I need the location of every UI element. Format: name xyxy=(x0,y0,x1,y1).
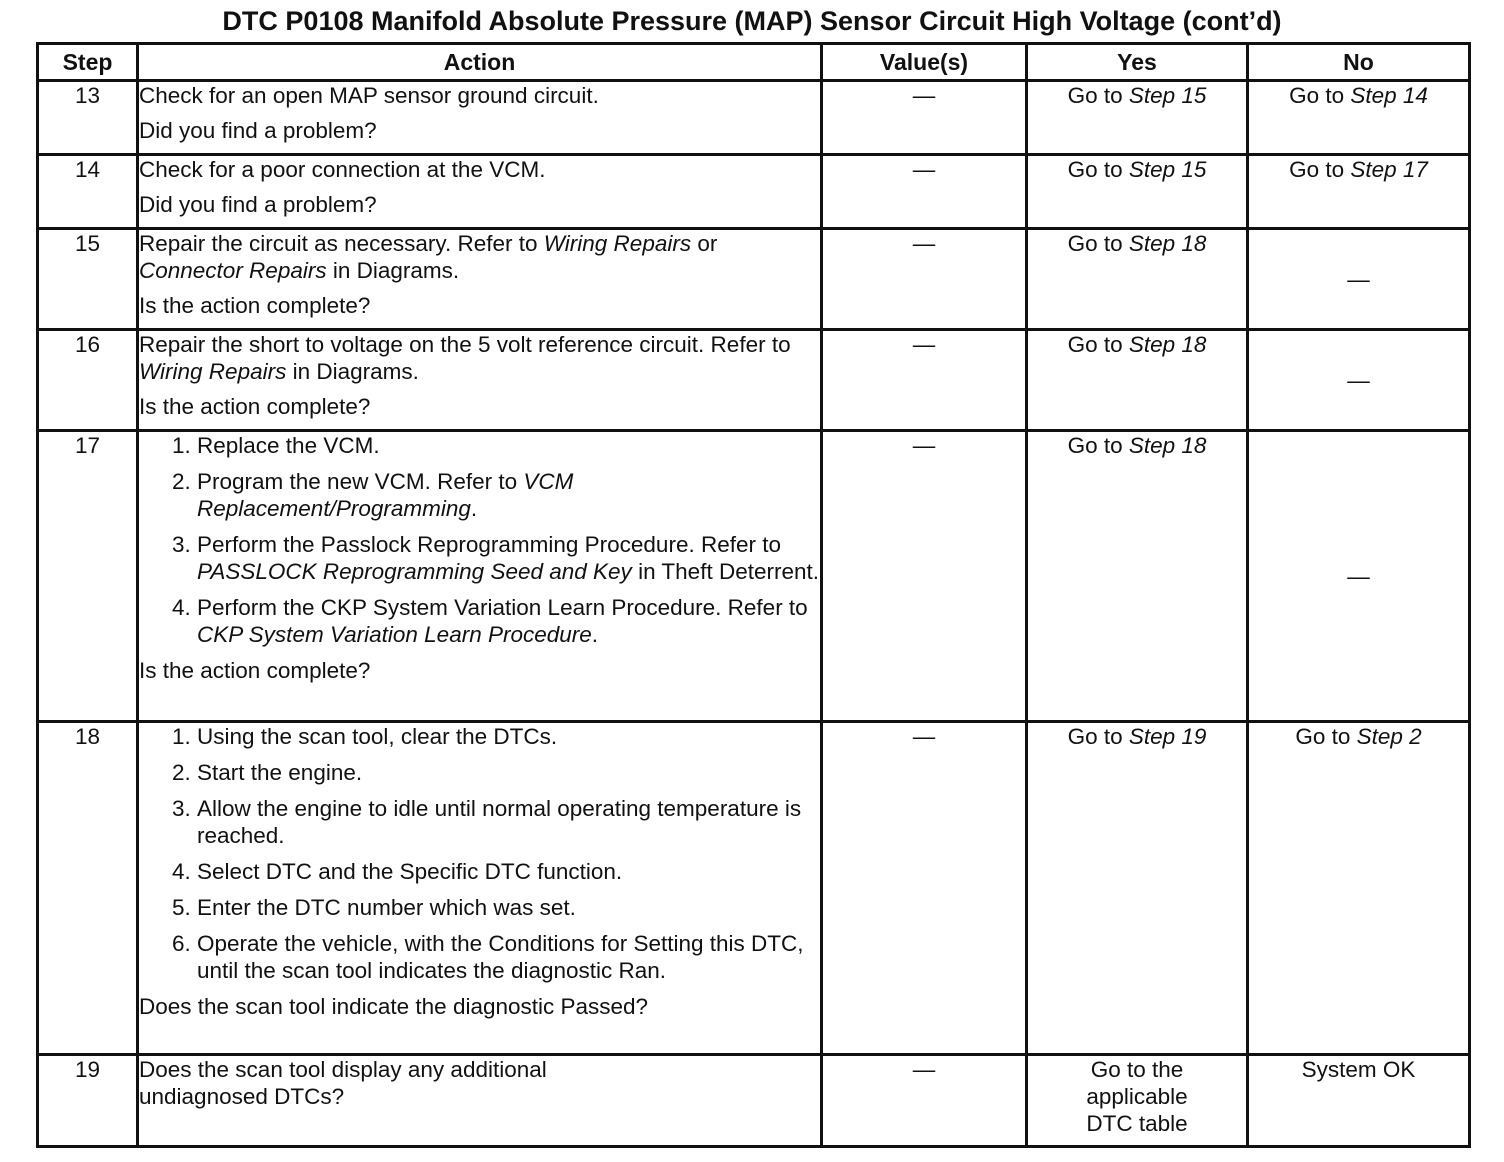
header-step: Step xyxy=(38,44,138,81)
procedure-list xyxy=(139,723,820,984)
no-cell xyxy=(1248,722,1470,1055)
procedure-list xyxy=(139,432,820,648)
list-item: 3. Perform the Passlock Reprogramming Procedure. Refer to PASSLOCK Reprogramming Seed and Key in Theft Deterrent. xyxy=(197,531,820,585)
action-question: Does the scan tool display any additional undiagnosed DTCs? xyxy=(139,1057,547,1109)
system-ok-text: System OK xyxy=(1301,1057,1416,1082)
table-row-step-13 xyxy=(38,81,1470,155)
yes-line-3[interactable]: DTC table xyxy=(1086,1111,1188,1136)
action-cell xyxy=(138,155,822,229)
yes-line-1[interactable]: Go to the xyxy=(1090,1057,1184,1082)
yes-step-link[interactable]: Step 18 xyxy=(1128,332,1207,357)
no-cell xyxy=(1248,155,1470,229)
table-row-step-15 xyxy=(38,229,1470,330)
table-row-step-19 xyxy=(38,1055,1470,1147)
passlock-ref[interactable]: PASSLOCK Reprogramming Seed and Key xyxy=(197,559,632,584)
action-question: Does the scan tool indicate the diagnostic Passed? xyxy=(139,994,649,1019)
action-question: Is the action complete? xyxy=(139,394,371,419)
header-no: No xyxy=(1248,44,1470,81)
action-cell xyxy=(138,1055,822,1147)
list-item: 4. Select DTC and the Specific DTC function. xyxy=(197,858,820,885)
action-question: Did you find a problem? xyxy=(139,192,377,217)
header-row xyxy=(38,44,1470,81)
no-step-link[interactable]: Step 14 xyxy=(1350,83,1428,108)
value-dash: — xyxy=(822,1055,1027,1147)
list-item: 2. Program the new VCM. Refer to VCM Replacement/Programming. xyxy=(197,468,820,522)
action-text: Repair the circuit as necessary. Refer to Wiring Repairs or Connector Repairs in Diagrams. xyxy=(139,231,718,283)
action-cell xyxy=(138,229,822,330)
action-question: Is the action complete? xyxy=(139,293,371,318)
no-dash: — xyxy=(1248,229,1470,330)
table-row-step-18 xyxy=(38,722,1470,1055)
vcm-replacement-ref[interactable]: VCM Replacement/Programming xyxy=(197,469,574,521)
goto-text: Go to xyxy=(1067,724,1129,749)
list-item: 1. Using the scan tool, clear the DTCs. xyxy=(197,723,820,750)
action-cell xyxy=(138,81,822,155)
goto-text: Go to xyxy=(1289,83,1351,108)
no-step-link[interactable]: Step 17 xyxy=(1350,157,1428,182)
yes-step-link[interactable]: Step 18 xyxy=(1128,433,1207,458)
list-item: 6. Operate the vehicle, with the Conditions for Setting this DTC, until the scan tool indicates the diagnostic Ran. xyxy=(197,930,820,984)
yes-cell xyxy=(1027,81,1248,155)
no-cell xyxy=(1248,1055,1470,1147)
header-action: Action xyxy=(138,44,822,81)
header-values: Value(s) xyxy=(822,44,1027,81)
yes-cell xyxy=(1027,431,1248,722)
connector-repairs-ref[interactable]: Connector Repairs xyxy=(139,258,327,283)
goto-text: Go to xyxy=(1067,83,1129,108)
table-row-step-16 xyxy=(38,330,1470,431)
yes-step-link[interactable]: Step 19 xyxy=(1128,724,1207,749)
action-cell xyxy=(138,330,822,431)
value-dash: — xyxy=(822,155,1027,229)
action-text: Check for a poor connection at the VCM. xyxy=(139,157,546,182)
goto-text: Go to xyxy=(1295,724,1357,749)
no-cell xyxy=(1248,81,1470,155)
yes-step-link[interactable]: Step 15 xyxy=(1128,157,1207,182)
no-dash: — xyxy=(1248,431,1470,722)
header-yes: Yes xyxy=(1027,44,1248,81)
step-number: 19 xyxy=(38,1055,138,1147)
yes-cell xyxy=(1027,229,1248,330)
action-question: Is the action complete? xyxy=(139,658,371,683)
table-row-step-17 xyxy=(38,431,1470,722)
ckp-variation-ref[interactable]: CKP System Variation Learn Procedure xyxy=(197,622,592,647)
goto-text: Go to xyxy=(1067,433,1129,458)
page-title: DTC P0108 Manifold Absolute Pressure (MAP) Sensor Circuit High Voltage (cont’d) xyxy=(222,6,1282,36)
yes-step-link[interactable]: Step 15 xyxy=(1128,83,1207,108)
yes-line-2[interactable]: applicable xyxy=(1086,1084,1188,1109)
step-number: 18 xyxy=(38,722,138,1055)
goto-text: Go to xyxy=(1067,157,1129,182)
wiring-repairs-ref[interactable]: Wiring Repairs xyxy=(543,231,692,256)
action-text: Repair the short to voltage on the 5 volt reference circuit. Refer to Wiring Repairs in Diagrams. xyxy=(139,332,791,384)
list-item: 2. Start the engine. xyxy=(197,759,820,786)
goto-text: Go to xyxy=(1067,231,1129,256)
step-number: 17 xyxy=(38,431,138,722)
value-dash: — xyxy=(822,722,1027,1055)
list-item: 1. Replace the VCM. xyxy=(197,432,820,459)
yes-cell xyxy=(1027,722,1248,1055)
action-cell xyxy=(138,431,822,722)
action-text: Check for an open MAP sensor ground circuit. xyxy=(139,83,599,108)
no-step-link[interactable]: Step 2 xyxy=(1356,724,1422,749)
yes-cell xyxy=(1027,155,1248,229)
action-cell xyxy=(138,722,822,1055)
yes-step-link[interactable]: Step 18 xyxy=(1128,231,1207,256)
value-dash: — xyxy=(822,229,1027,330)
list-item: 3. Allow the engine to idle until normal operating temperature is reached. xyxy=(197,795,820,849)
goto-text: Go to xyxy=(1289,157,1351,182)
value-dash: — xyxy=(822,81,1027,155)
list-item: 4. Perform the CKP System Variation Learn Procedure. Refer to CKP System Variation Learn Procedure. xyxy=(197,594,820,648)
no-dash: — xyxy=(1248,330,1470,431)
yes-cell xyxy=(1027,330,1248,431)
step-number: 14 xyxy=(38,155,138,229)
list-item: 5. Enter the DTC number which was set. xyxy=(197,894,820,921)
table-row-step-14 xyxy=(38,155,1470,229)
action-question: Did you find a problem? xyxy=(139,118,377,143)
step-number: 13 xyxy=(38,81,138,155)
wiring-repairs-ref[interactable]: Wiring Repairs xyxy=(139,359,287,384)
step-number: 16 xyxy=(38,330,138,431)
value-dash: — xyxy=(822,431,1027,722)
step-number: 15 xyxy=(38,229,138,330)
diagnostic-table xyxy=(36,42,1471,1148)
yes-cell xyxy=(1027,1055,1248,1147)
value-dash: — xyxy=(822,330,1027,431)
goto-text: Go to xyxy=(1067,332,1129,357)
